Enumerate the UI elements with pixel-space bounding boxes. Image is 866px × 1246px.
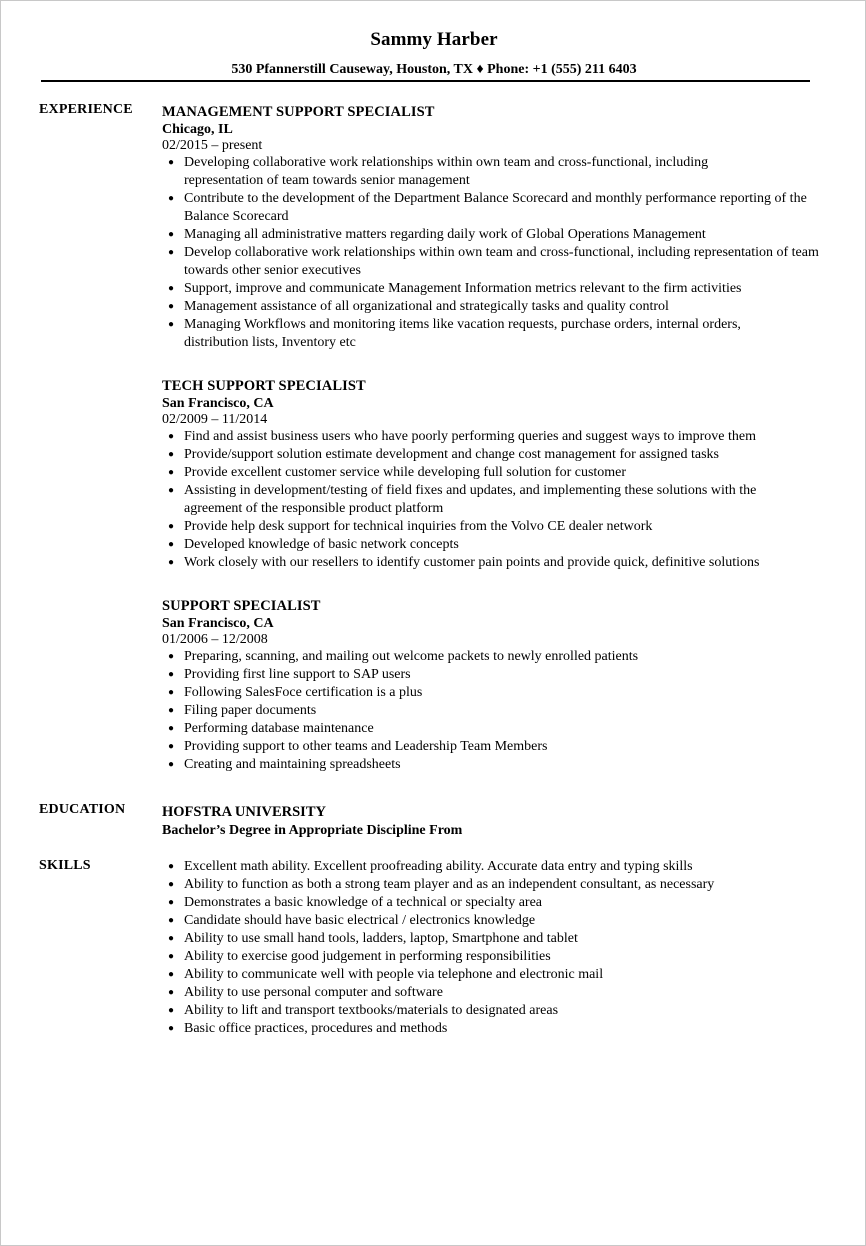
- list-item: [162, 536, 834, 554]
- list-item: [162, 930, 834, 948]
- list-item: [162, 858, 834, 876]
- bullet-icon: ●: [168, 669, 175, 680]
- education-degree: Bachelor’s Degree in Appropriate Discipline From: [162, 823, 463, 838]
- experience-entry: [162, 377, 822, 572]
- list-item: [162, 966, 834, 984]
- bullet-text: Managing all administrative matters regarding daily work of Global Operations Management: [184, 227, 706, 242]
- job-location: San Francisco, CA: [162, 616, 274, 631]
- bullet-icon: ●: [168, 1023, 175, 1034]
- bullet-text: Develop collaborative work relationships within own team and cross-functional, including representation of team towards other senior executives: [184, 245, 819, 278]
- skills-entry: [162, 858, 822, 1038]
- list-item: [162, 948, 834, 966]
- job-title: MANAGEMENT SUPPORT SPECIALIST: [162, 104, 435, 120]
- bullet-icon: ●: [168, 879, 175, 890]
- bullet-icon: ●: [168, 969, 175, 980]
- job-title: TECH SUPPORT SPECIALIST: [162, 378, 366, 394]
- skill-text: Ability to use personal computer and software: [184, 985, 443, 1000]
- bullet-icon: ●: [168, 193, 175, 204]
- job-bullet-list: [162, 154, 822, 352]
- bullet-text: Following SalesFoce certification is a plus: [184, 685, 423, 700]
- bullet-icon: ●: [168, 449, 175, 460]
- skill-text: Ability to communicate well with people via telephone and electronic mail: [184, 967, 604, 982]
- job-location: San Francisco, CA: [162, 396, 274, 411]
- list-item: [162, 154, 744, 190]
- list-item: [162, 984, 834, 1002]
- bullet-icon: ●: [168, 247, 175, 258]
- list-item: [162, 702, 834, 720]
- list-item: [162, 912, 834, 930]
- list-item: [162, 190, 834, 226]
- bullet-icon: ●: [168, 723, 175, 734]
- bullet-text: Developing collaborative work relationships within own team and cross-functional, including representation of team towards senior management: [184, 155, 709, 188]
- bullet-icon: ●: [168, 651, 175, 662]
- bullet-text: Support, improve and communicate Management Information metrics relevant to the firm activities: [184, 281, 742, 296]
- list-item: [162, 280, 834, 298]
- bullet-icon: ●: [168, 861, 175, 872]
- bullet-icon: ●: [168, 539, 175, 550]
- bullet-icon: ●: [168, 687, 175, 698]
- bullet-icon: ●: [168, 741, 175, 752]
- bullet-text: Find and assist business users who have poorly performing queries and suggest ways to improve them: [184, 429, 756, 444]
- bullet-icon: ●: [168, 467, 175, 478]
- bullet-icon: ●: [168, 759, 175, 770]
- bullet-icon: ●: [168, 915, 175, 926]
- bullet-icon: ●: [168, 283, 175, 294]
- bullet-text: Work closely with our resellers to identify customer pain points and provide quick, definitive solutions: [184, 555, 760, 570]
- list-item: [162, 464, 834, 482]
- bullet-icon: ●: [168, 319, 175, 330]
- bullet-text: Provide/support solution estimate development and change cost management for assigned tasks: [184, 447, 719, 462]
- bullet-text: Management assistance of all organizational and strategically tasks and quality control: [184, 299, 669, 314]
- list-item: [162, 554, 844, 572]
- bullet-icon: ●: [168, 705, 175, 716]
- bullet-text: Developed knowledge of basic network concepts: [184, 537, 459, 552]
- list-item: [162, 876, 834, 894]
- bullet-text: Providing first line support to SAP users: [184, 667, 411, 682]
- education-entry: [162, 803, 822, 841]
- list-item: [162, 720, 834, 738]
- list-item: [162, 446, 834, 464]
- bullet-text: Preparing, scanning, and mailing out welcome packets to newly enrolled patients: [184, 649, 639, 664]
- bullet-icon: ●: [168, 229, 175, 240]
- job-dates: 02/2009 – 11/2014: [162, 412, 268, 427]
- skill-text: Candidate should have basic electrical / electronics knowledge: [184, 913, 536, 928]
- list-item: [162, 666, 834, 684]
- bullet-icon: ●: [168, 301, 175, 312]
- bullet-icon: ●: [168, 951, 175, 962]
- bullet-text: Providing support to other teams and Leadership Team Members: [184, 739, 548, 754]
- experience-entry: [162, 597, 822, 774]
- list-item: [162, 894, 834, 912]
- bullet-icon: ●: [168, 987, 175, 998]
- list-item: [162, 316, 794, 352]
- header-divider: [41, 80, 810, 82]
- job-title: SUPPORT SPECIALIST: [162, 598, 321, 614]
- list-item: [162, 244, 834, 280]
- experience-section-label: EXPERIENCE: [39, 102, 133, 117]
- skill-text: Basic office practices, procedures and methods: [184, 1021, 448, 1036]
- job-location: Chicago, IL: [162, 122, 233, 137]
- job-bullet-list: [162, 428, 822, 572]
- bullet-icon: ●: [168, 897, 175, 908]
- list-item: [162, 482, 809, 518]
- list-item: [162, 226, 834, 244]
- bullet-text: Filing paper documents: [184, 703, 317, 718]
- skill-text: Ability to function as both a strong team player and as an independent consultant, as necessary: [184, 877, 715, 892]
- bullet-icon: ●: [168, 1005, 175, 1016]
- skills-section-label: SKILLS: [39, 858, 91, 873]
- skill-text: Ability to lift and transport textbooks/materials to designated areas: [184, 1003, 559, 1018]
- bullet-text: Contribute to the development of the Department Balance Scorecard and monthly performance reporting of the Balance Scorecard: [184, 191, 807, 224]
- bullet-icon: ●: [168, 431, 175, 442]
- bullet-icon: ●: [168, 485, 175, 496]
- bullet-text: Assisting in development/testing of field fixes and updates, and implementing these solutions with the agreement of the responsible product platform: [184, 483, 757, 516]
- list-item: [162, 428, 834, 446]
- list-item: [162, 684, 834, 702]
- bullet-text: Managing Workflows and monitoring items like vacation requests, purchase orders, internal orders, distribution lists, Inventory etc: [184, 317, 741, 350]
- bullet-icon: ●: [168, 557, 175, 568]
- education-school: HOFSTRA UNIVERSITY: [162, 804, 326, 820]
- bullet-text: Creating and maintaining spreadsheets: [184, 757, 401, 772]
- bullet-text: Performing database maintenance: [184, 721, 374, 736]
- bullet-text: Provide help desk support for technical inquiries from the Volvo CE dealer network: [184, 519, 653, 534]
- bullet-icon: ●: [168, 157, 175, 168]
- bullet-icon: ●: [168, 521, 175, 532]
- list-item: [162, 518, 834, 536]
- list-item: [162, 298, 834, 316]
- list-item: [162, 738, 834, 756]
- education-section-label: EDUCATION: [39, 802, 126, 817]
- resume-name: Sammy Harber: [370, 29, 498, 50]
- skill-text: Excellent math ability. Excellent proofreading ability. Accurate data entry and typing skills: [184, 859, 693, 874]
- bullet-text: Provide excellent customer service while developing full solution for customer: [184, 465, 627, 480]
- skill-text: Demonstrates a basic knowledge of a technical or specialty area: [184, 895, 543, 910]
- job-dates: 02/2015 – present: [162, 138, 263, 153]
- job-dates: 01/2006 – 12/2008: [162, 632, 268, 647]
- list-item: [162, 1020, 834, 1038]
- job-bullet-list: [162, 648, 822, 774]
- bullet-icon: ●: [168, 933, 175, 944]
- skill-text: Ability to use small hand tools, ladders, laptop, Smartphone and tablet: [184, 931, 578, 946]
- experience-entry: [162, 103, 822, 352]
- list-item: [162, 1002, 834, 1020]
- skills-list: [162, 858, 822, 1038]
- list-item: [162, 756, 834, 774]
- skill-text: Ability to exercise good judgement in performing responsibilities: [184, 949, 551, 964]
- list-item: [162, 648, 834, 666]
- contact-line: 530 Pfannerstill Causeway, Houston, TX ♦ Phone: +1 (555) 211 6403: [231, 62, 637, 77]
